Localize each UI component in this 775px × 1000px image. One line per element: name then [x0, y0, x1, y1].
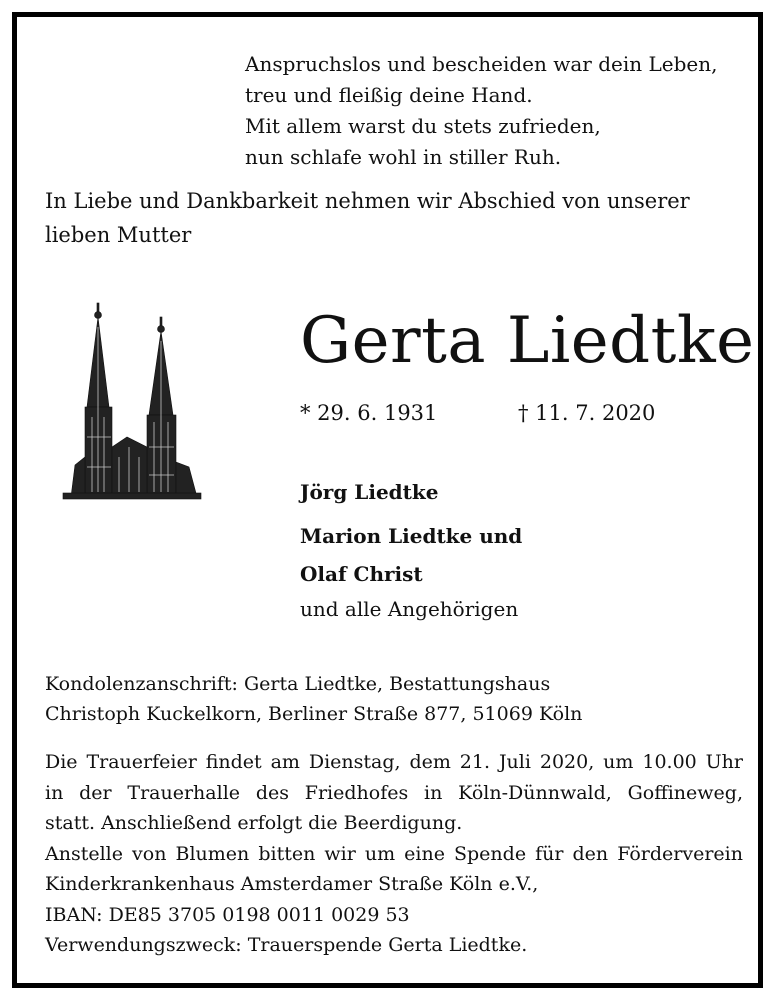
- condolence-line: Kondolenzanschrift: Gerta Liedtke, Bestattungshaus: [45, 673, 551, 695]
- mourner-name: Jörg Liedtke: [300, 480, 439, 504]
- iban-line: IBAN: DE85 3705 0198 0011 0029 53: [45, 903, 410, 926]
- funeral-line: statt. Anschließend erfolgt die Beerdigung.: [45, 812, 463, 834]
- poem-line: Anspruchslos und bescheiden war dein Leben,: [245, 52, 718, 76]
- deceased-name: Gerta Liedtke: [300, 304, 755, 378]
- funeral-line: Kinderkrankenhaus Amsterdamer Straße Köln e.V.,: [45, 873, 539, 895]
- memorial-poem: [245, 49, 717, 173]
- condolence-address: [45, 669, 582, 729]
- obituary-frame: [12, 12, 763, 988]
- poem-line: treu und fleißig deine Hand.: [245, 83, 533, 107]
- poem-line: Mit allem warst du stets zufrieden,: [245, 114, 601, 138]
- relatives-line: und alle Angehörigen: [300, 597, 519, 621]
- mourners-list: [300, 473, 522, 593]
- funeral-notice: [45, 747, 743, 961]
- birth-date: * 29. 6. 1931: [300, 401, 438, 425]
- funeral-line: Verwendungszweck: Trauerspende Gerta Liedtke.: [45, 934, 528, 956]
- mourner-name: Marion Liedtke und: [300, 524, 523, 548]
- mourner-name: Olaf Christ: [300, 562, 423, 586]
- cologne-cathedral-icon: [57, 297, 205, 502]
- funeral-line: in der Trauerhalle des Friedhofes in Köln-Dünnwald, Goffineweg,: [45, 781, 743, 804]
- funeral-line: Anstelle von Blumen bitten wir um eine Spende für den Förderverein: [45, 842, 743, 865]
- death-date: † 11. 7. 2020: [518, 401, 656, 425]
- poem-line: nun schlafe wohl in stiller Ruh.: [245, 145, 562, 169]
- condolence-line: Christoph Kuckelkorn, Berliner Straße 877, 51069 Köln: [45, 703, 583, 725]
- funeral-line: Die Trauerfeier findet am Dienstag, dem 21. Juli 2020, um 10.00 Uhr: [45, 751, 743, 773]
- life-dates: [300, 397, 656, 429]
- farewell-intro: In Liebe und Dankbarkeit nehmen wir Abschied von unserer lieben Mutter: [45, 189, 690, 247]
